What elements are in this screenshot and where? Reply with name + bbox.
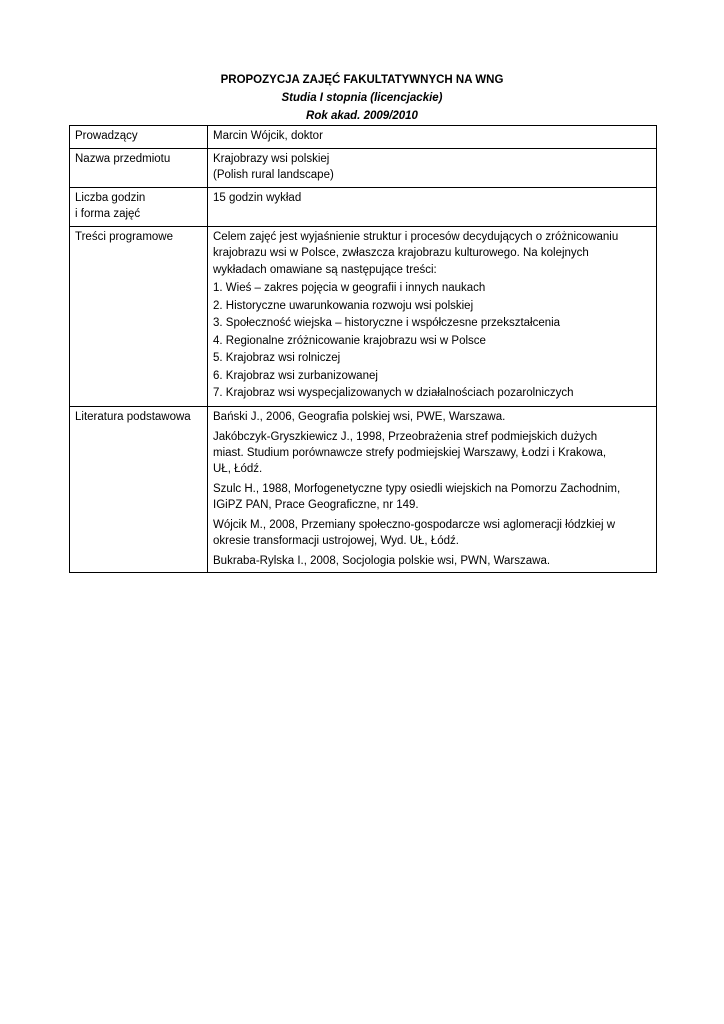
topic-item: 4. Regionalne zróżnicowanie krajobrazu wsi w Polsce (213, 334, 486, 347)
row-hours (70, 187, 657, 226)
subject-label: Nazwa przedmiotu (70, 148, 208, 187)
literature-item (213, 429, 651, 477)
literature-line: UŁ, Łódź. (213, 462, 263, 475)
literature-line: Jakóbczyk-Gryszkiewicz J., 1998, Przeobrażenia stref podmiejskich dużych (213, 430, 598, 443)
lecturer-value: Marcin Wójcik, doktor (208, 126, 657, 149)
content-intro-line: Celem zajęć jest wyjaśnienie struktur i procesów decydujących o zróżnicowaniu (213, 230, 619, 243)
literature-line: Bański J., 2006, Geografia polskiej wsi, PWE, Warszawa. (213, 410, 506, 423)
literature-value (208, 406, 657, 572)
topic-item: 5. Krajobraz wsi rolniczej (213, 352, 341, 364)
academic-year: Rok akad. 2009/2010 (306, 110, 418, 122)
content-value (208, 226, 657, 406)
row-lecturer (70, 126, 657, 149)
content-label: Treści programowe (70, 226, 208, 406)
literature-line: IGiPZ PAN, Prace Geograficzne, nr 149. (213, 498, 419, 511)
literature-label: Literatura podstawowa (70, 406, 208, 572)
content-intro-line: wykładach omawiane są następujące treści: (213, 263, 437, 276)
literature-line: Bukraba-Rylska I., 2008, Socjologia polskie wsi, PWN, Warszawa. (213, 554, 551, 567)
content-intro-line: krajobrazu wsi w Polsce, zwłaszcza krajobrazu kulturowego. Na kolejnych (213, 247, 589, 259)
topic-item: 2. Historyczne uwarunkowania rozwoju wsi polskiej (213, 299, 474, 312)
row-subject (70, 148, 657, 187)
course-table (69, 125, 657, 573)
literature-item (213, 553, 651, 569)
hours-label-line2: i forma zajęć (75, 208, 141, 220)
topic-item: 6. Krajobraz wsi zurbanizowanej (213, 369, 378, 382)
subject-name-pl: Krajobrazy wsi polskiej (213, 152, 330, 165)
literature-line: Szulc H., 1988, Morfogenetyczne typy osiedli wiejskich na Pomorzu Zachodnim, (213, 482, 621, 495)
lecturer-label: Prowadzący (70, 126, 208, 149)
hours-label-line1: Liczba godzin (75, 191, 146, 204)
subject-value (208, 148, 657, 187)
literature-line: miast. Studium porównawcze strefy podmiejskiej Warszawy, Łodzi i Krakowa, (213, 446, 607, 459)
literature-item (213, 517, 651, 549)
literature-line: okresie transformacji ustrojowej, Wyd. UŁ, Łódź. (213, 534, 459, 547)
literature-item (213, 409, 651, 425)
literature-line: Wójcik M., 2008, Przemiany społeczno-gospodarcze wsi aglomeracji łódzkiej w (213, 518, 616, 531)
document-title: PROPOZYCJA ZAJĘĆ FAKULTATYWNYCH NA WNG (220, 74, 504, 86)
hours-value: 15 godzin wykład (208, 187, 657, 226)
hours-label (70, 187, 208, 226)
topics-list (213, 280, 651, 403)
row-literature (70, 406, 657, 572)
subject-name-en: (Polish rural landscape) (213, 169, 334, 181)
literature-item (213, 481, 651, 513)
document-subtitle: Studia I stopnia (licencjackie) (281, 92, 443, 104)
topic-item: 3. Społeczność wiejska – historyczne i współczesne przekształcenia (213, 317, 561, 329)
row-content (70, 226, 657, 406)
topic-item: 1. Wieś – zakres pojęcia w geografii i innych naukach (213, 282, 486, 294)
topic-item: 7. Krajobraz wsi wyspecjalizowanych w działalnościach pozarolniczych (213, 387, 574, 399)
